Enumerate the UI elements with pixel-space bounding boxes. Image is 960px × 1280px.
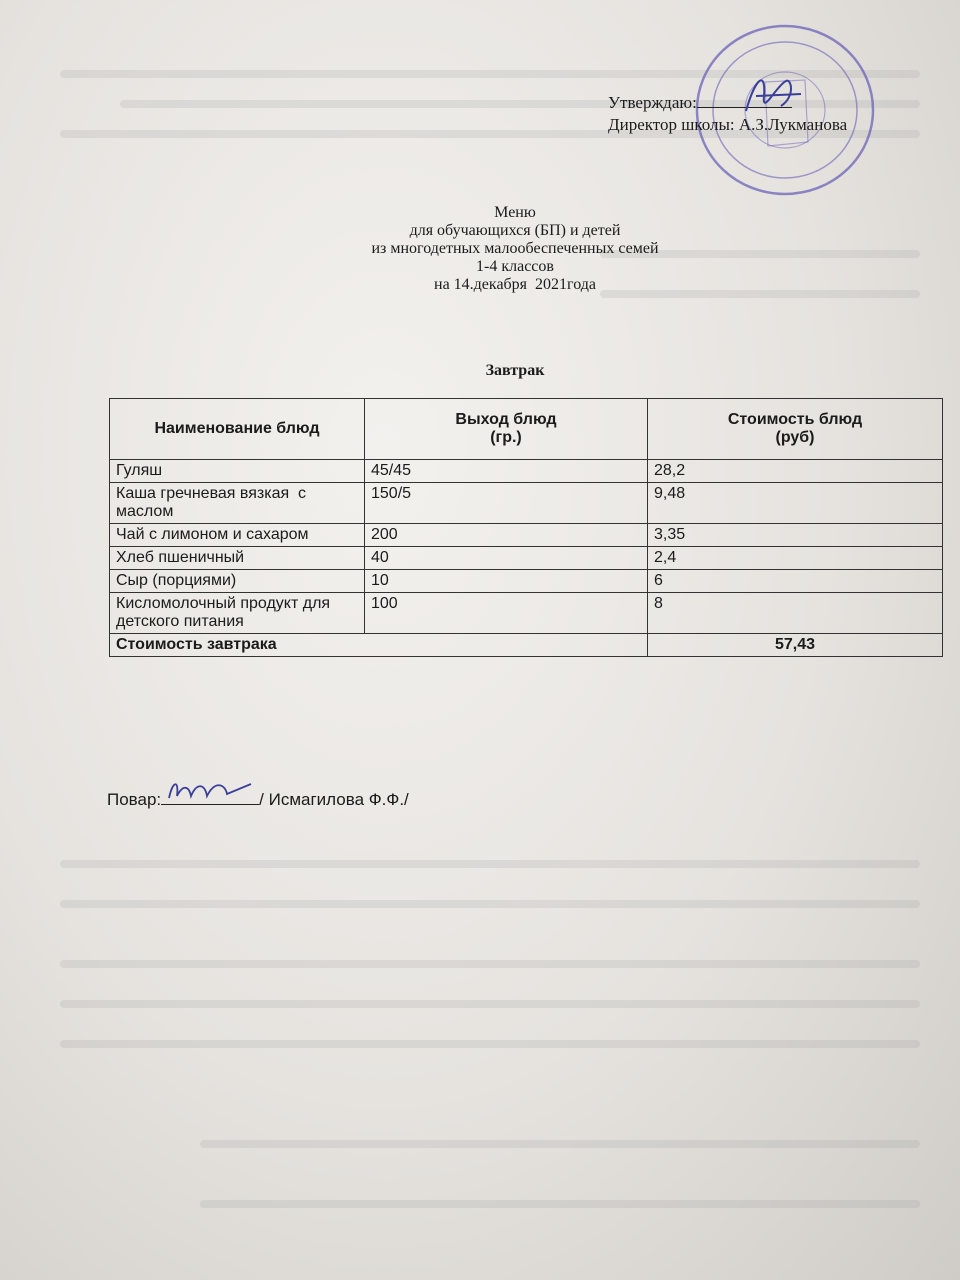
total-row (110, 634, 943, 657)
table-row (110, 524, 943, 547)
table-row (110, 460, 943, 483)
table-row (110, 570, 943, 593)
dish-name: Кисломолочный продукт для детского питания (110, 593, 365, 634)
total-value: 57,43 (648, 634, 943, 657)
table-row (110, 593, 943, 634)
director-label: Директор школы: (608, 115, 735, 134)
dish-portion: 100 (365, 593, 648, 634)
dish-name: Чай с лимоном и сахаром (110, 524, 365, 547)
title-menu: Меню (494, 204, 536, 221)
dish-name: Сыр (порциями) (110, 570, 365, 593)
dish-name: Гуляш (110, 460, 365, 483)
title-families: из многодетных малообеспеченных семей (371, 240, 659, 257)
header-cost: Стоимость блюд (руб) (648, 399, 943, 460)
dish-portion: 40 (365, 547, 648, 570)
table-row (110, 547, 943, 570)
dish-portion: 10 (365, 570, 648, 593)
dish-portion: 200 (365, 524, 648, 547)
meal-title: Завтрак (485, 362, 545, 379)
dish-cost: 28,2 (648, 460, 943, 483)
cook-signature (161, 786, 259, 805)
document-title (0, 204, 960, 294)
header-dish-name: Наименование блюд (110, 399, 365, 460)
cook-label: Повар: (107, 790, 162, 809)
dish-cost: 9,48 (648, 483, 943, 524)
dish-cost: 2,4 (648, 547, 943, 570)
approval-block (608, 92, 847, 136)
cook-name: / Исмагилова Ф.Ф./ (259, 790, 409, 809)
title-date: на 14.декабря 2021года (434, 276, 596, 293)
dish-cost: 3,35 (648, 524, 943, 547)
dish-cost: 6 (648, 570, 943, 593)
dish-name: Каша гречневая вязкая с маслом (110, 483, 365, 524)
dish-portion: 150/5 (365, 483, 648, 524)
table-row (110, 483, 943, 524)
director-signature (736, 66, 806, 126)
approval-label: Утверждаю: (608, 93, 697, 112)
dish-name: Хлеб пшеничный (110, 547, 365, 570)
dish-portion: 45/45 (365, 460, 648, 483)
director-name: А.З.Лукманова (738, 115, 848, 134)
title-for: для обучающихся (БП) и детей (409, 222, 621, 239)
menu-table (109, 398, 943, 657)
dish-cost: 8 (648, 593, 943, 634)
cook-signature-block (107, 786, 409, 810)
title-grades: 1-4 классов (476, 258, 554, 275)
table-header-row (110, 399, 943, 460)
header-portion: Выход блюд (гр.) (365, 399, 648, 460)
total-label: Стоимость завтрака (110, 634, 648, 657)
